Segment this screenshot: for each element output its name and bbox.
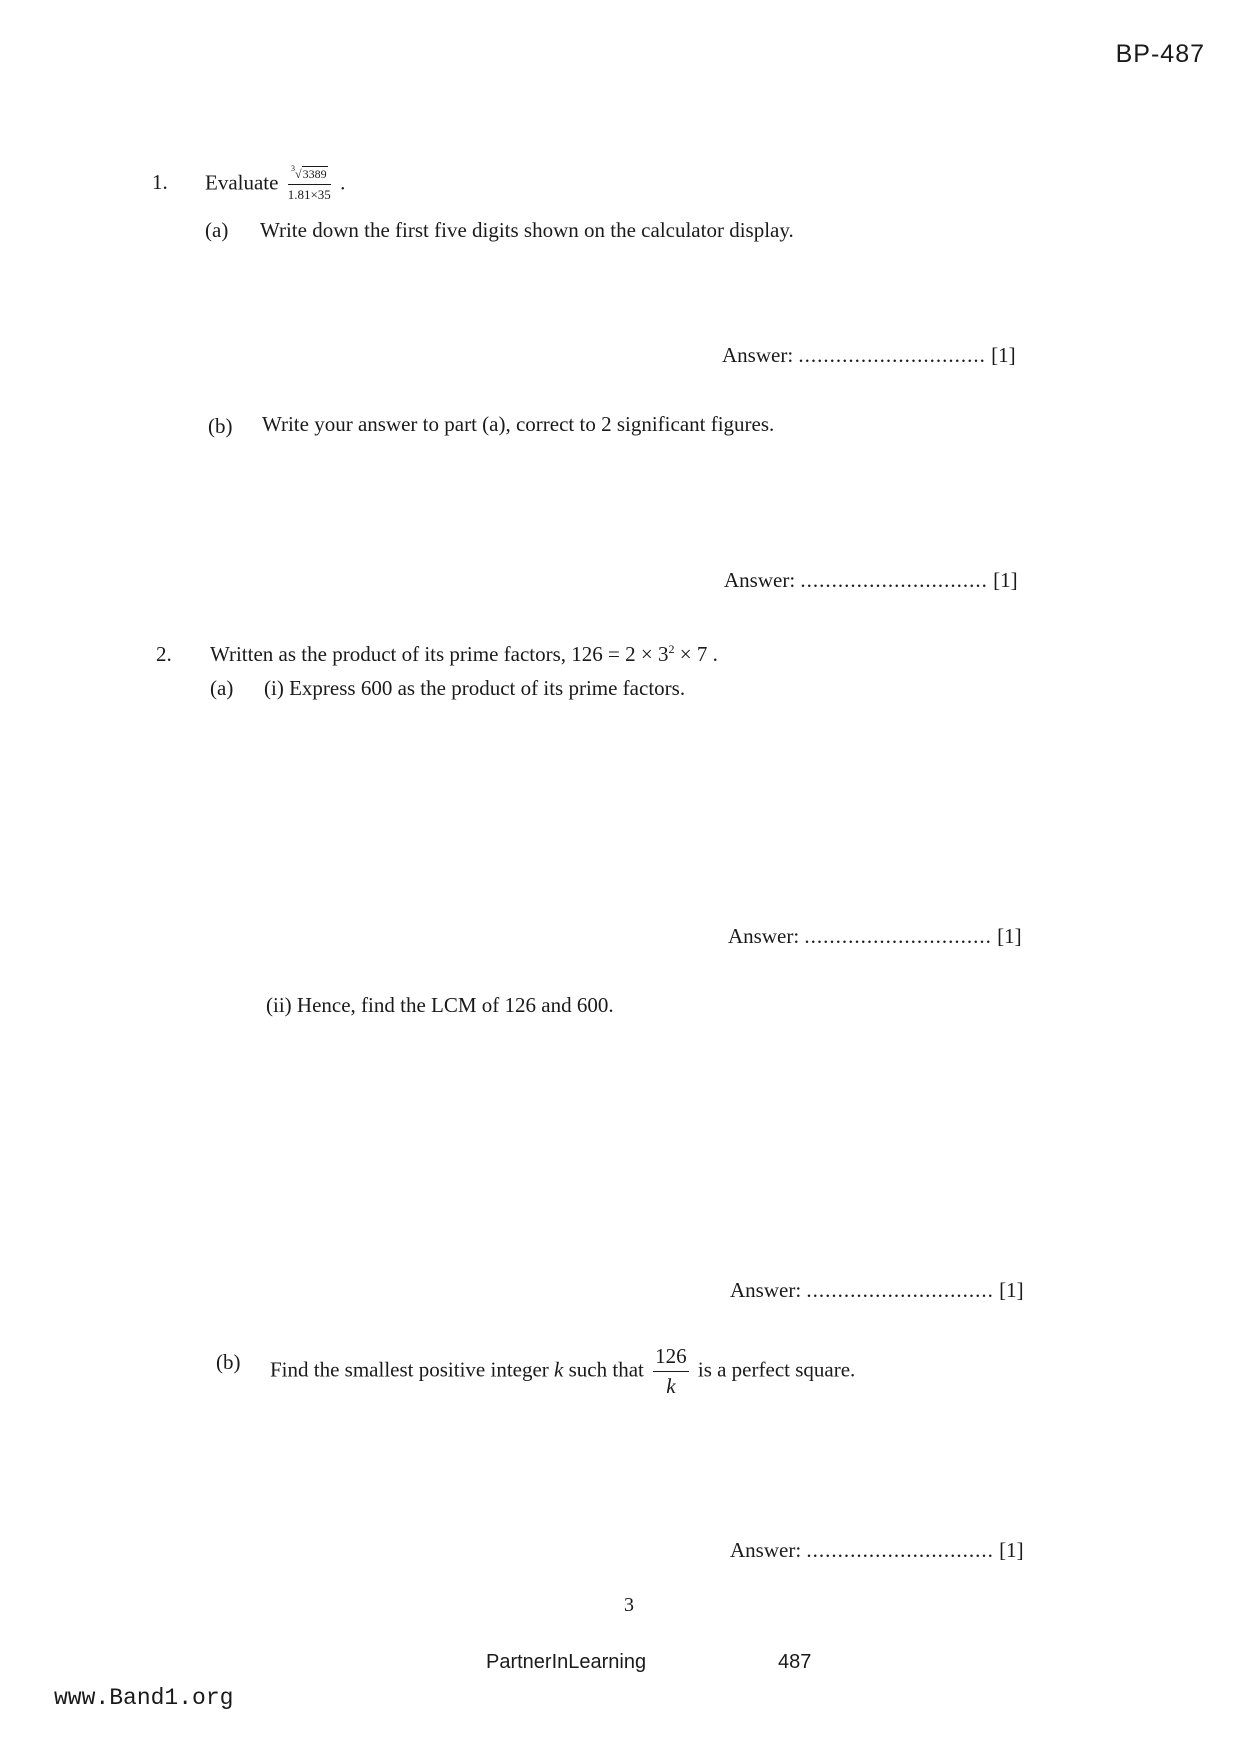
answer-dots: .............................. [804,924,992,948]
q1b-label: (b) [208,414,233,438]
q1-prompt: Evaluate [205,170,279,195]
q2ai-line [264,676,685,701]
q2b-text-mid: such that [568,1357,644,1382]
q1-fraction [288,166,331,203]
answer-label: Answer: [724,568,796,592]
q2b-fraction-numerator: 126 [653,1344,689,1372]
q2b-label: (b) [216,1350,241,1374]
q1-fraction-numerator: $^3$√3389 [288,166,331,185]
q2aii-text: Hence, find the LCM of 126 and 600. [296,993,614,1017]
q1-fraction-denominator: 1.81×35 [287,187,331,202]
answer-label: Answer: [728,924,800,948]
answer-label: Answer: [722,343,794,367]
q1a-text: Write down the first five digits shown on the calculator display. [260,218,794,242]
answer-dots: .............................. [800,568,988,592]
q2ai-text: Express 600 as the product of its prime factors. [289,676,686,700]
q2a-label: (a) [210,676,234,700]
answer-marks: [1] [999,1538,1024,1562]
answer-marks: [1] [993,568,1018,592]
answer-line-4 [730,1278,1024,1303]
answer-marks: [1] [991,343,1016,367]
answer-marks: [1] [997,924,1022,948]
q2-prompt-end: × 7 . [674,642,718,666]
q2b-fraction-denominator: k [666,1374,676,1398]
answer-label: Answer: [730,1538,802,1562]
paper-code: BP-487 [1115,40,1205,68]
q2aii-line [266,993,614,1018]
q1-root-index: 3 [290,164,295,173]
q1-prompt-line [205,166,345,203]
answer-marks: [1] [999,1278,1024,1302]
q2b-line [270,1344,855,1399]
q2b-text-after: is a perfect square. [697,1357,856,1382]
q2b-variable: k [554,1357,564,1382]
q2b-text-before: Find the smallest positive integer [270,1357,549,1382]
answer-dots: .............................. [806,1538,994,1562]
q1b-text: Write your answer to part (a), correct to 2 significant figures. [262,412,775,436]
footer-partner: PartnerInLearning [486,1651,647,1673]
answer-line-1 [722,343,1016,368]
q1-radicand: 3389 [302,167,327,181]
q2b-fraction [653,1344,689,1399]
answer-label: Answer: [730,1278,802,1302]
q2-prompt: Written as the product of its prime factors, 126 = 2 × 3 [210,642,669,666]
q2ai-label: (i) [264,676,284,700]
q2-number: 2. [156,642,172,666]
answer-line-3 [728,924,1022,949]
q1a-label: (a) [205,218,229,242]
q1-number: 1. [152,170,168,194]
q2-prompt-line [210,642,718,667]
answer-line-2 [724,568,1018,593]
answer-dots: .............................. [806,1278,994,1302]
q2aii-label: (ii) [266,993,292,1017]
page-number: 3 [624,1594,634,1616]
footer-doc-number: 487 [778,1651,812,1673]
q1-trail: . [340,170,346,195]
q2-superscript: 2 [668,642,675,656]
answer-line-5 [730,1538,1024,1563]
answer-dots: .............................. [798,343,986,367]
website-link[interactable]: www.Band1.org [54,1685,234,1711]
